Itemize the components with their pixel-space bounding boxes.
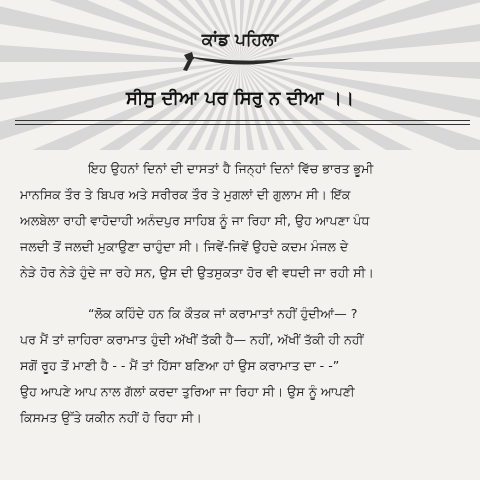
title-rule-bottom bbox=[15, 124, 470, 125]
text-line: ਨੇੜੇ ਹੋਰ ਨੇੜੇ ਹੁੰਦੇ ਜਾ ਰਹੇ ਸਨ, ਉਸ ਦੀ ਉਤਸੁਕਤਾ ਹੋਰ ਵੀ ਵਧਦੀ ਜਾ ਰਹੀ ਸੀ। bbox=[20, 265, 374, 280]
chapter-title: ਸੀਸੁ ਦੀਆ ਪਰ ਸਿਰੁ ਨ ਦੀਆ ।। bbox=[125, 88, 355, 109]
text-line: “ਲੋਕ ਕਹਿੰਦੇ ਹਨ ਕਿ ਕੌਤਕ ਜਾਂ ਕਰਾਮਾਤਾਂ ਨਹੀਂ ਹੁੰਦੀਆਂ— ? bbox=[88, 306, 358, 321]
text-line: ਪਰ ਮੈਂ ਤਾਂ ਜ਼ਾਹਿਰਾ ਕਰਾਮਾਤ ਹੁੰਦੀ ਅੱਖੀਂ ਤੱਕੀ ਹੈ— ਨਹੀਂ, ਅੱਖੀਂ ਤੱਕੀ ਹੀ ਨਹੀਂ bbox=[20, 332, 364, 347]
chapter-label: ਕਾਂਡ ਪਹਿਲਾ bbox=[201, 30, 279, 50]
text-line: ਜਲਦੀ ਤੋਂ ਜਲਦੀ ਮੁਕਾਉਣਾ ਚਾਹੁੰਦਾ ਸੀ। ਜਿਵੇਂ-ਜਿਵੇਂ ਉਹਦੇ ਕਦਮ ਮੰਜਲ ਦੇ bbox=[20, 239, 349, 254]
title-rule-top bbox=[15, 120, 470, 121]
text-line: ਕਿਸਮਤ ਉੱਤੇ ਯਕੀਨ ਨਹੀਂ ਹੋ ਰਿਹਾ ਸੀ। bbox=[20, 410, 202, 425]
text-line: ਇਹ ਉਹਨਾਂ ਦਿਨਾਂ ਦੀ ਦਾਸਤਾਂ ਹੈ ਜਿਨ੍ਹਾਂ ਦਿਨਾਂ ਵਿੱਚ ਭਾਰਤ ਭੂਮੀ bbox=[88, 161, 374, 176]
text-line: ਸਗੋਂ ਰੂਹ ਤੋਂ ਮਾਣੀ ਹੈ - - ਮੈਂ ਤਾਂ ਹਿੱਸਾ ਬਣਿਆ ਹਾਂ ਉਸ ਕਰਾਮਾਤ ਦਾ - -” bbox=[20, 358, 340, 373]
text-line: ਮਾਨਸਿਕ ਤੌਰ ਤੇ ਬਿਪਰ ਅਤੇ ਸਰੀਰਕ ਤੌਰ ਤੇ ਮੁਗਲਾਂ ਦੀ ਗੁਲਾਮ ਸੀ। ਇੱਕ bbox=[20, 187, 351, 202]
text-line: ਉਹ ਆਪਣੇ ਆਪ ਨਾਲ ਗੱਲਾਂ ਕਰਦਾ ਤੁਰਿਆ ਜਾ ਰਿਹਾ ਸੀ। ਉਸ ਨੂੰ ਆਪਣੀ bbox=[20, 384, 355, 399]
text-line: ਅਲਬੇਲਾ ਰਾਹੀ ਵਾਹੋਦਾਹੀ ਅਨੰਦਪੁਰ ਸਾਹਿਬ ਨੂੰ ਜਾ ਰਿਹਾ ਸੀ, ਉਹ ਆਪਣਾ ਪੰਧ bbox=[20, 213, 370, 228]
sword-icon bbox=[180, 50, 300, 76]
